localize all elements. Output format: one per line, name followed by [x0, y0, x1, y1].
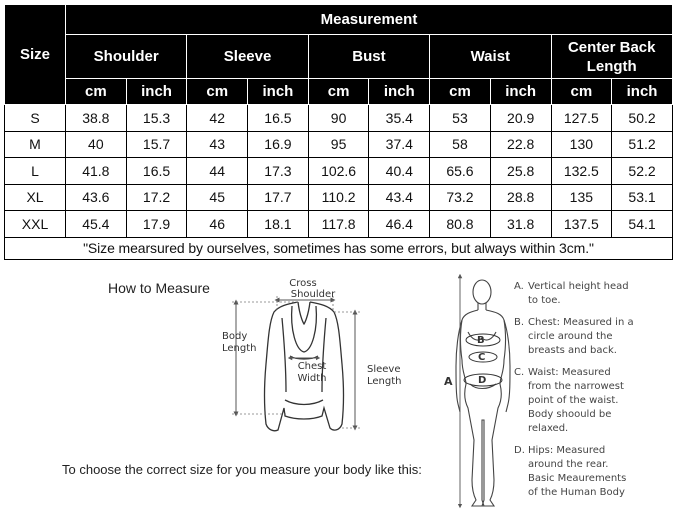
value-cell: 40	[66, 131, 127, 158]
value-cell: 80.8	[430, 211, 491, 238]
definition-line: to toe.	[528, 295, 561, 306]
definition-line: breasts and back.	[528, 345, 617, 356]
body-label-b: B	[477, 335, 485, 346]
value-cell: 95	[308, 131, 369, 158]
value-cell: 46	[187, 211, 248, 238]
unit-header-cm: cm	[308, 79, 369, 105]
value-cell: 73.2	[430, 184, 491, 211]
value-cell: 51.2	[612, 131, 673, 158]
definition-letter: A.	[514, 281, 524, 292]
group-header-bust: Bust	[308, 35, 429, 79]
value-cell: 130	[551, 131, 612, 158]
value-cell: 15.3	[126, 105, 187, 132]
value-cell: 17.9	[126, 211, 187, 238]
value-cell: 65.6	[430, 158, 491, 185]
how-to-measure-caption: To choose the correct size for you measure your body like this:	[62, 462, 422, 477]
value-cell: 117.8	[308, 211, 369, 238]
chest-width-label: Width	[297, 373, 327, 384]
value-cell: 53.1	[612, 184, 673, 211]
unit-header-inch: inch	[369, 79, 430, 105]
definition-letter: D.	[514, 445, 525, 456]
chest-width-label: Chest	[297, 361, 327, 372]
definition-item	[514, 316, 674, 358]
value-cell: 31.8	[490, 211, 551, 238]
value-cell: 38.8	[66, 105, 127, 132]
value-cell: 53	[430, 105, 491, 132]
value-cell: 45	[187, 184, 248, 211]
definition-item	[514, 366, 674, 436]
value-cell: 43.4	[369, 184, 430, 211]
body-label-a: A	[444, 375, 453, 388]
size-note: "Size mearsured by ourselves, sometimes has some errors, but always within 3cm."	[5, 237, 673, 259]
definition-line: Body shoould be	[528, 409, 612, 420]
unit-header-cm: cm	[66, 79, 127, 105]
cross-shoulder-label: Shoulder	[290, 289, 336, 300]
value-cell: 17.3	[248, 158, 309, 185]
body-label-d: D	[478, 375, 487, 386]
unit-header-cm: cm	[187, 79, 248, 105]
definition-line: around the rear.	[528, 459, 609, 470]
group-header-center-back-length: Center Back Length	[551, 35, 672, 79]
measurement-header: Measurement	[66, 5, 673, 35]
value-cell: 43	[187, 131, 248, 158]
definition-line: Waist: Measured	[528, 367, 611, 378]
value-cell: 16.5	[126, 158, 187, 185]
value-cell: 28.8	[490, 184, 551, 211]
unit-header-inch: inch	[126, 79, 187, 105]
value-cell: 42	[187, 105, 248, 132]
value-cell: 127.5	[551, 105, 612, 132]
cross-shoulder-label: Cross	[289, 278, 317, 289]
value-cell: 41.8	[66, 158, 127, 185]
value-cell: 17.7	[248, 184, 309, 211]
size-cell: L	[5, 158, 66, 185]
value-cell: 54.1	[612, 211, 673, 238]
value-cell: 132.5	[551, 158, 612, 185]
body-figure	[456, 280, 510, 506]
value-cell: 18.1	[248, 211, 309, 238]
unit-header-inch: inch	[612, 79, 673, 105]
value-cell: 16.5	[248, 105, 309, 132]
group-header-shoulder: Shoulder	[66, 35, 187, 79]
value-cell: 22.8	[490, 131, 551, 158]
unit-header-inch: inch	[490, 79, 551, 105]
body-label-c: C	[478, 352, 486, 363]
value-cell: 17.2	[126, 184, 187, 211]
definition-line: Vertical height head	[528, 281, 629, 292]
group-header-waist: Waist	[430, 35, 551, 79]
measurement-definitions	[514, 280, 674, 508]
value-cell: 46.4	[369, 211, 430, 238]
value-cell: 52.2	[612, 158, 673, 185]
value-cell: 58	[430, 131, 491, 158]
definition-line: Hips: Measured	[528, 445, 606, 456]
definition-line: relaxed.	[528, 423, 569, 434]
value-cell: 35.4	[369, 105, 430, 132]
value-cell: 45.4	[66, 211, 127, 238]
sleeve-length-label: Length	[367, 376, 402, 387]
definition-line: circle around the	[528, 331, 613, 342]
value-cell: 15.7	[126, 131, 187, 158]
size-cell: S	[5, 105, 66, 132]
definition-line: Basic Meaurements	[528, 473, 627, 484]
body-length-label: Body	[222, 331, 248, 342]
value-cell: 137.5	[551, 211, 612, 238]
definition-item	[514, 444, 674, 500]
body-length-label: Length	[222, 343, 257, 354]
value-cell: 25.8	[490, 158, 551, 185]
definition-item	[514, 280, 674, 308]
size-cell: XL	[5, 184, 66, 211]
definition-line: from the narrowest	[528, 381, 624, 392]
definition-line: Chest: Measured in a	[528, 317, 634, 328]
value-cell: 44	[187, 158, 248, 185]
group-header-sleeve: Sleeve	[187, 35, 308, 79]
value-cell: 37.4	[369, 131, 430, 158]
unit-header-cm: cm	[430, 79, 491, 105]
value-cell: 135	[551, 184, 612, 211]
value-cell: 40.4	[369, 158, 430, 185]
definition-line: of the Human Body	[528, 487, 625, 498]
how-to-measure-title: How to Measure	[108, 280, 210, 296]
value-cell: 20.9	[490, 105, 551, 132]
value-cell: 43.6	[66, 184, 127, 211]
size-cell: M	[5, 131, 66, 158]
size-header: Size	[5, 5, 66, 105]
definition-letter: C.	[514, 367, 525, 378]
definition-line: point of the waist.	[528, 395, 619, 406]
definition-letter: B.	[514, 317, 525, 328]
value-cell: 102.6	[308, 158, 369, 185]
unit-header-cm: cm	[551, 79, 612, 105]
value-cell: 16.9	[248, 131, 309, 158]
size-cell: XXL	[5, 211, 66, 238]
value-cell: 90	[308, 105, 369, 132]
value-cell: 50.2	[612, 105, 673, 132]
value-cell: 110.2	[308, 184, 369, 211]
unit-header-inch: inch	[248, 79, 309, 105]
sleeve-length-label: Sleeve	[367, 364, 401, 375]
